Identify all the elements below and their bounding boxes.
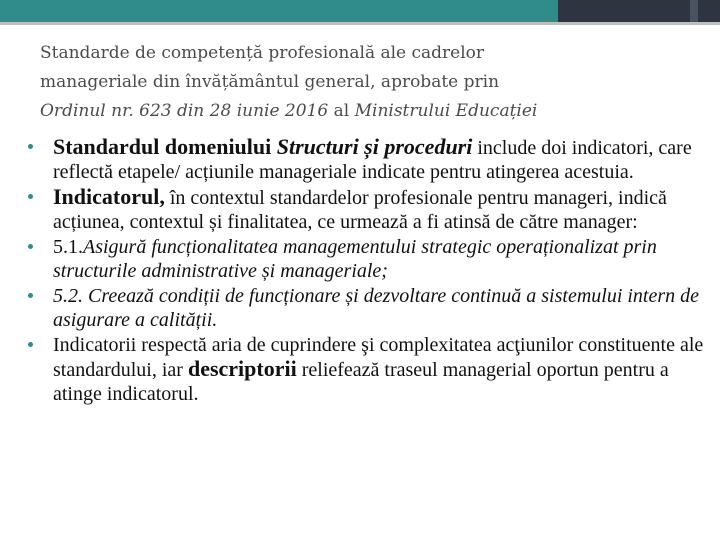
list-item (26, 185, 706, 234)
bullet-list (26, 135, 706, 407)
list-item (26, 135, 706, 184)
title-ministry: Ministrului Educației (354, 101, 538, 121)
title-line-2: manageriale din învățământul general, aprobate prin (40, 72, 500, 92)
list-item (26, 284, 706, 332)
bullet-text-after: reliefează traseul managerial oportun pentru a atinge indicatorul. (53, 359, 669, 405)
bullet-dot-icon (28, 342, 33, 347)
list-item (26, 333, 706, 406)
title-order-reference: Ordinul nr. 623 din 28 iunie 2016 (40, 101, 329, 121)
bullet-bold-text: Indicatorul, (53, 184, 165, 209)
bullet-dot-icon (28, 293, 33, 298)
bullet-dot-icon (28, 194, 33, 199)
bullet-text: Indicatorii respectă aria de cuprindere şi complexitatea acţiunilor constituente ale standardului, iar (53, 334, 704, 381)
header-divider-line (0, 22, 720, 25)
bullet-italic-text: Asigură funcționalitatea managementului strategic operaționalizat prin structurile administrative și manageriale; (53, 236, 657, 282)
header-bar (0, 0, 720, 25)
bullet-text: în contextul standardelor profesionale pentru manageri, indică acțiunea, contextul și finalitatea, ce urmează a fi atinsă de către manager: (53, 187, 667, 233)
bullet-dot-icon (28, 144, 33, 149)
slide-title (40, 39, 700, 126)
title-connector: al (328, 101, 355, 121)
list-item (26, 235, 706, 283)
bullet-italic-text: Creează condiții de funcționare și dezvoltare continuă a sistemului intern de asigurare a calității. (53, 285, 700, 331)
bullet-bold-text: descriptorii (187, 356, 297, 381)
header-bar-stripe (690, 0, 698, 22)
title-line-3 (40, 97, 700, 126)
bullet-bold-italic-text: Structuri și proceduri (276, 134, 473, 159)
bullet-text: 5.2. (53, 285, 88, 307)
bullet-dot-icon (28, 244, 33, 249)
bullet-text: include doi indicatori, care reflectă etapele/ acțiunile manageriale indicate pentru atingerea acestuia. (53, 137, 692, 183)
bullet-text: 5.1. (53, 236, 83, 258)
title-line-1: Standarde de competență profesională ale cadrelor (40, 43, 485, 63)
bullet-bold-text: Standardul domeniului (53, 134, 277, 159)
